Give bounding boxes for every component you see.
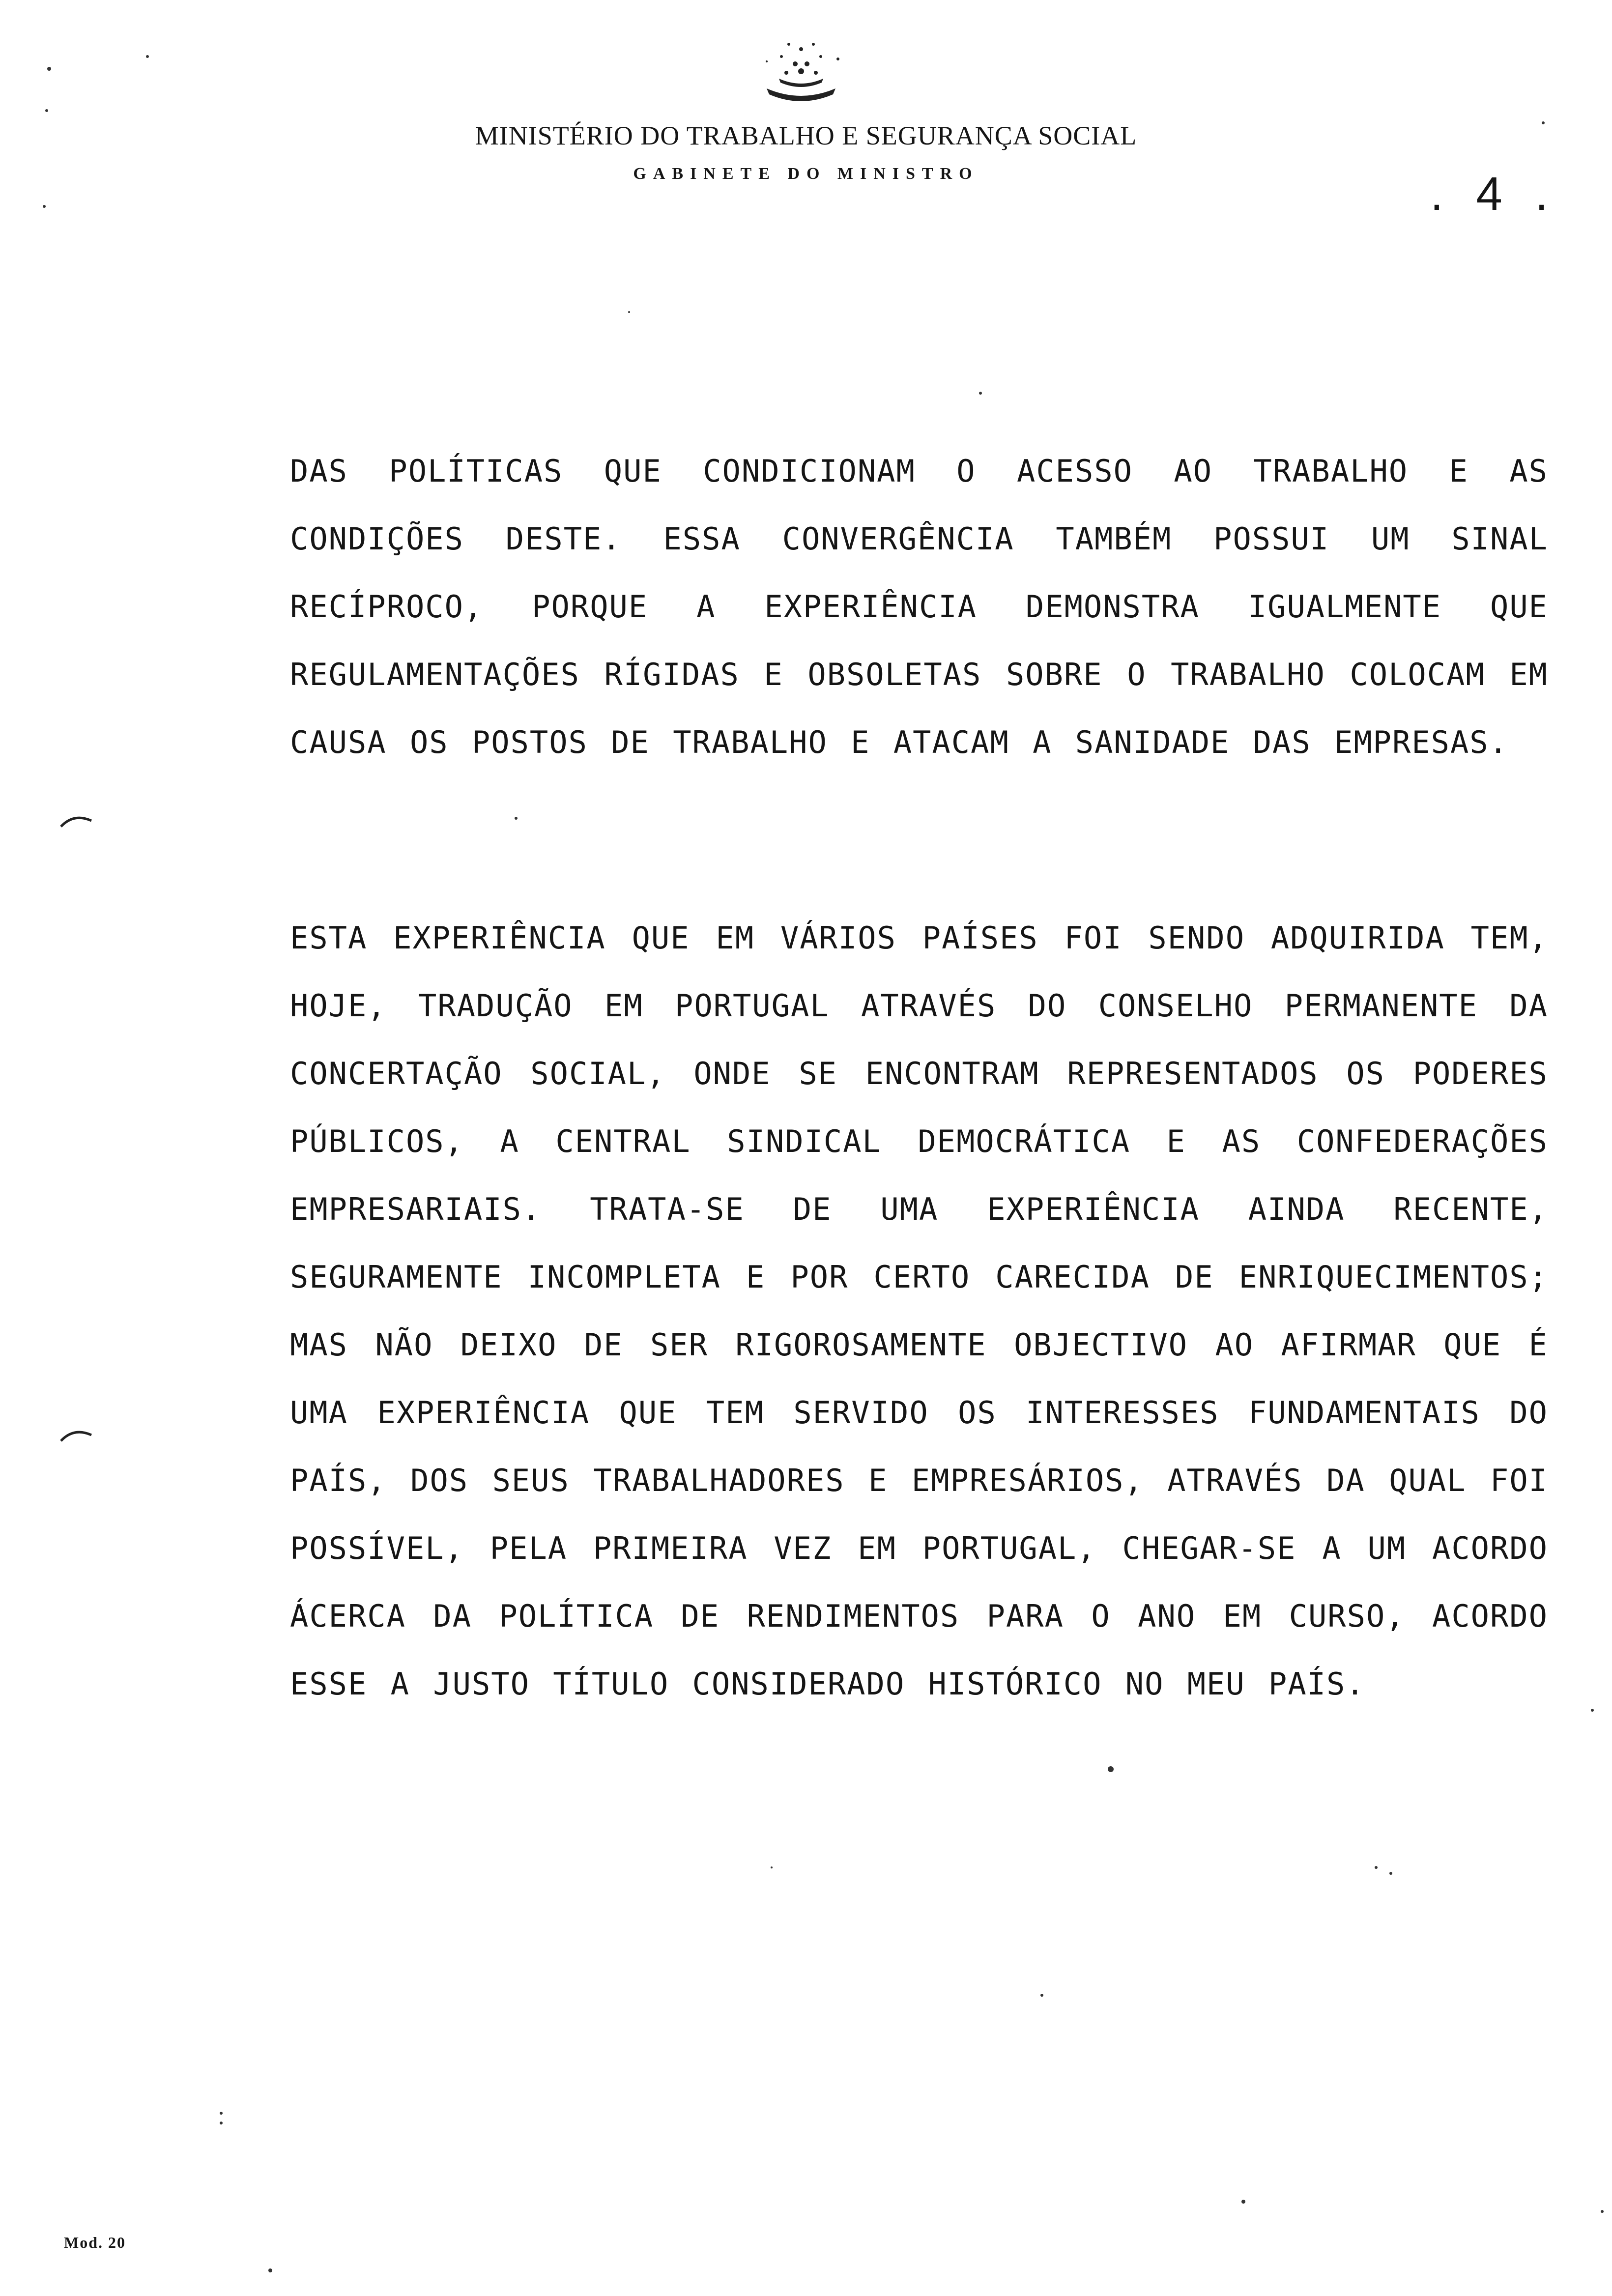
form-code: Mod. 20 [64,2234,126,2251]
coat-of-arms-icon [737,29,865,118]
page-number: . 4 . [1430,168,1558,220]
bracket-mark-icon [59,1425,93,1443]
ministry-name: MINISTÉRIO DO TRABALHO E SEGURANÇA SOCIAL [475,121,1137,150]
body-paragraph: ESTA EXPERIÊNCIA QUE EM VÁRIOS PAÍSES FOI SENDO ADQUIRIDA TEM, HOJE, TRADUÇÃO EM PORTUGAL ATRAVÉS DO CONSELHO PERMANENTE DA CONCERTAÇÃO SOCIAL, ONDE SE ENCONTRAM REPRESENTADOS OS PODERES PÚBLICOS, A CENTRAL SINDICAL DEMOCRÁTICA E AS CONFEDERAÇÕES EMPRESARIAIS. TRATA-SE DE UMA EXPERIÊNCIA AINDA RECENTE, SEGURAMENTE INCOMPLETA E POR CERTO CARECIDA DE ENRIQUECIMENTOS; MAS NÃO DEIXO DE SER RIGOROSAMENTE OBJECTIVO AO AFIRMAR QUE É UMA EXPERIÊNCIA QUE TEM SERVIDO OS INTERESSES FUNDAMENTAIS DO PAÍS, DOS SEUS TRABALHADORES E EMPRESÁRIOS, ATRAVÉS DA QUAL FOI POSSÍVEL, PELA PRIMEIRA VEZ EM PORTUGAL, CHEGAR-SE A UM ACORDO ÁCERCA DA POLÍTICA DE RENDIMENTOS PARA O ANO EM CURSO, ACORDO ESSE A JUSTO TÍTULO CONSIDERADO HISTÓRICO NO MEU PAÍS. [290,920,1548,1702]
bracket-mark-icon [59,811,93,829]
office-name: GABINETE DO MINISTRO [633,165,979,183]
body-paragraph: DAS POLÍTICAS QUE CONDICIONAM O ACESSO AO TRABALHO E AS CONDIÇÕES DESTE. ESSA CONVERGÊNCIA TAMBÉM POSSUI UM SINAL RECÍPROCO, PORQUE A EXPERIÊNCIA DEMONSTRA IGUALMENTE QUE REGULAMENTAÇÕES RÍGIDAS E OBSOLETAS SOBRE O TRABALHO COLOCAM EM CAUSA OS POSTOS DE TRABALHO E ATACAM A SANIDADE DAS EMPRESAS. [290,453,1548,760]
